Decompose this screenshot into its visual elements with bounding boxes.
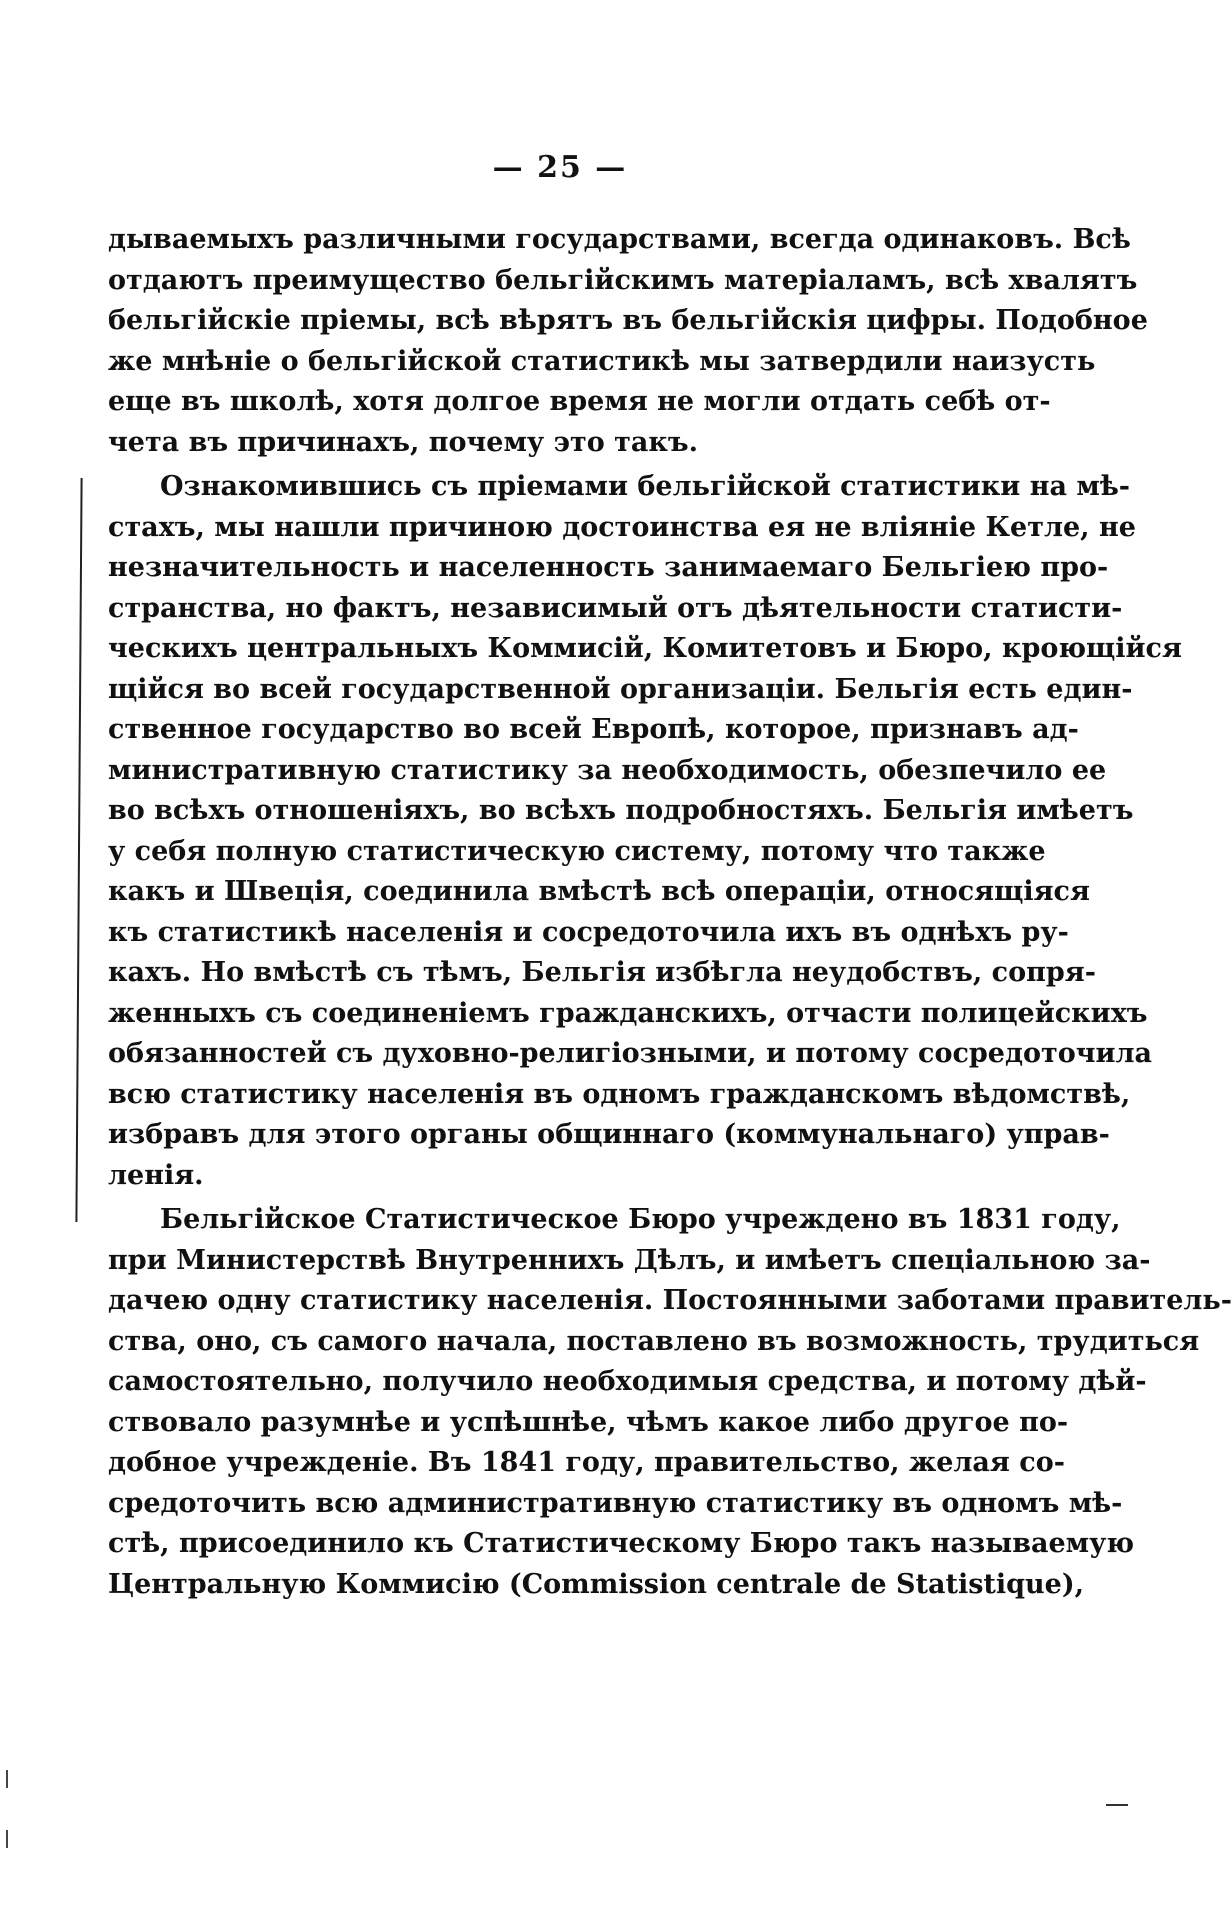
scan-speck: [6, 1770, 8, 1788]
text-line: при Министерствѣ Внутреннихъ Дѣлъ, и имѣетъ спеціальною за-: [108, 1244, 1151, 1276]
text-line: Бельгійское Статистическое Бюро учреждено въ 1831 году,: [160, 1204, 1121, 1235]
text-line: щійся во всей государственной организаціи. Бельгія есть един-: [108, 673, 1133, 705]
text-line: добное учрежденіе. Въ 1841 году, правительство, желая со-: [108, 1447, 1065, 1478]
text-line: Ознакомившись съ пріемами бельгійской статистики на мѣ-: [160, 471, 1131, 502]
text-line: еще въ школѣ, хотя долгое время не могли отдать себѣ от-: [108, 386, 1051, 417]
text-line: незначительность и населенность занимаемаго Бельгіею про-: [108, 552, 1109, 583]
text-line: дачею одну статистику населенія. Постоянными заботами правитель-: [108, 1285, 1232, 1316]
text-line: какъ и Швеція, соединила вмѣстѣ всѣ операціи, относящіяся: [108, 876, 1090, 907]
text-line: самостоятельно, получило необходимыя средства, и потому дѣй-: [108, 1366, 1147, 1397]
text-line: ленія.: [108, 1159, 204, 1191]
text-line: отдаютъ преимущество бельгійскимъ матеріаламъ, всѣ хвалятъ: [108, 264, 1138, 296]
text-line: избравъ для этого органы общиннаго (коммунальнаго) управ-: [108, 1119, 1110, 1150]
text-line: у себя полную статистическую систему, потому что также: [108, 835, 1046, 867]
text-line: же мнѣніе о бельгійской статистикѣ мы затвердили наизусть: [108, 345, 1096, 377]
text-line: ческихъ центральныхъ Коммисій, Комитетовъ и Бюро, кроющійся: [108, 633, 1182, 664]
text-line: чета въ причинахъ, почему это такъ.: [108, 426, 699, 458]
scan-speck: [6, 1830, 8, 1848]
text-line: кахъ. Но вмѣстѣ съ тѣмъ, Бельгія избѣгла неудобствъ, сопря-: [108, 957, 1096, 988]
text-line: къ статистикѣ населенія и сосредоточила ихъ въ однѣхъ ру-: [108, 916, 1069, 948]
text-line: средоточить всю административную статистику въ одномъ мѣ-: [108, 1487, 1123, 1519]
page-text: [108, 220, 1232, 1605]
text-line: министративную статистику за необходимость, обезпечило ее: [108, 754, 1107, 786]
paragraph: [108, 1200, 1232, 1605]
paragraph: [108, 220, 1148, 463]
page-number: — 25 —: [492, 150, 628, 185]
text-line: стахъ, мы нашли причиною достоинства ея не вліяніе Кетле, не: [108, 511, 1136, 543]
text-line: во всѣхъ отношеніяхъ, во всѣхъ подробностяхъ. Бельгія имѣетъ: [108, 795, 1134, 826]
text-line: бельгійскіе пріемы, всѣ вѣрятъ въ бельгійскія цифры. Подобное: [108, 305, 1148, 336]
text-line: странства, но фактъ, независимый отъ дѣятельности статисти-: [108, 592, 1123, 624]
text-line: всю статистику населенія въ одномъ гражданскомъ вѣдомствѣ,: [108, 1078, 1131, 1110]
text-line: Центральную Коммисію (Commission centrale de Statistique),: [108, 1568, 1084, 1600]
margin-annotation-line: [75, 478, 82, 1222]
text-line: дываемыхъ различными государствами, всегда одинаковъ. Всѣ: [108, 224, 1131, 255]
scan-edge-mark: [1106, 1804, 1128, 1806]
text-line: ственное государство во всей Европѣ, которое, признавъ ад-: [108, 714, 1079, 745]
text-line: женныхъ съ соединеніемъ гражданскихъ, отчасти полицейскихъ: [108, 997, 1148, 1029]
text-line: стѣ, присоединило къ Статистическому Бюро такъ называемую: [108, 1528, 1135, 1559]
text-line: ствовало разумнѣе и успѣшнѣе, чѣмъ какое либо другое по-: [108, 1406, 1069, 1438]
text-line: ства, оно, съ самого начала, поставлено въ возможность, трудиться: [108, 1325, 1200, 1357]
text-line: обязанностей съ духовно-религіозными, и потому сосредоточила: [108, 1038, 1153, 1069]
paragraph: [108, 467, 1182, 1196]
